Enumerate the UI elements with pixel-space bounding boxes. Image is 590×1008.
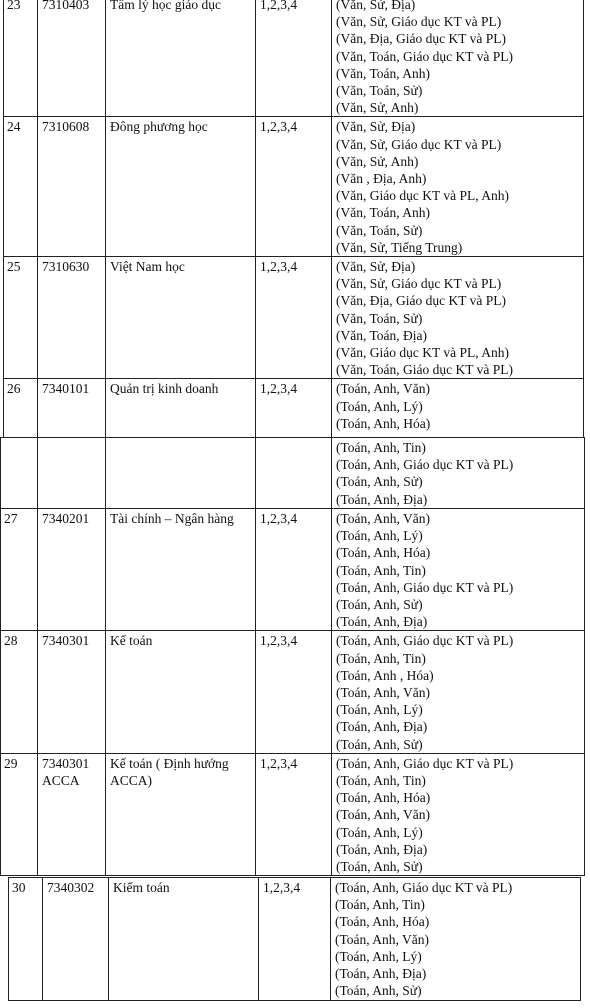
- row-number: 27: [4, 511, 18, 526]
- subject-combination: (Văn, Sử, Giáo dục KT và PL): [336, 14, 502, 30]
- subject-combination: (Văn, Toán, Giáo dục KT và PL): [336, 362, 514, 378]
- subject-combination: (Toán, Anh, Giáo dục KT và PL): [335, 880, 513, 895]
- subject-combination: (Toán, Anh, Lý): [335, 948, 422, 964]
- subject-combination: (Toán, Anh, Lý): [336, 398, 423, 414]
- options-cell: [256, 117, 332, 257]
- major-name-cell: [106, 257, 256, 379]
- options-cell: [256, 257, 332, 379]
- row-number: 29: [4, 755, 18, 771]
- options-cell: [256, 509, 332, 631]
- subject-combination: (Văn, Toán, Sử): [336, 83, 423, 99]
- subject-combination: (Văn , Địa, Anh): [336, 171, 427, 187]
- major-name-cell: [106, 117, 256, 257]
- subject-combination: (Văn, Giáo dục KT và PL, Anh): [336, 188, 509, 204]
- row-number: 28: [4, 633, 18, 649]
- row-number: 23: [7, 0, 21, 12]
- major-code-cell: [38, 257, 106, 379]
- subject-combination: (Toán, Anh, Tin): [336, 650, 426, 666]
- subject-combinations-cell: [331, 878, 581, 1001]
- subject-combination: (Toán, Anh, Tin): [336, 440, 426, 455]
- subject-combination: (Văn, Sử, Địa): [336, 0, 416, 12]
- admission-options: 1,2,3,4: [260, 755, 298, 771]
- major-name: Kế toán ( Định hướng ACCA): [110, 755, 229, 789]
- options-cell: [256, 631, 332, 753]
- row-number: 25: [7, 259, 21, 275]
- major-name: Tài chính – Ngân hàng: [110, 511, 234, 526]
- subject-combination: (Văn, Toán, Sử): [336, 222, 423, 238]
- subject-combination: (Văn, Sử, Giáo dục KT và PL): [336, 276, 502, 292]
- subject-combination: (Toán, Anh, Lý): [336, 702, 423, 718]
- major-code: 7310630: [42, 259, 90, 275]
- options-cell: [256, 753, 332, 875]
- major-name: Kế toán: [110, 633, 153, 649]
- admission-options: 1,2,3,4: [260, 0, 298, 12]
- major-code: 7310608: [42, 119, 90, 135]
- major-code-cell: [38, 509, 106, 631]
- row-number: 24: [7, 119, 21, 135]
- major-name: Đông phương học: [110, 119, 208, 135]
- major-code: 7340301: [42, 755, 90, 771]
- major-name-cell: [106, 509, 256, 631]
- subject-combination: (Toán, Anh, Địa): [336, 841, 428, 857]
- admission-table-segment: [8, 877, 581, 1001]
- admission-options: 1,2,3,4: [260, 381, 298, 397]
- admission-table-segment: [0, 437, 585, 876]
- subject-combinations-cell: [332, 631, 585, 753]
- major-code: 7340301: [42, 633, 90, 649]
- subject-combination: (Văn, Toán, Anh): [336, 65, 431, 81]
- subject-combination: (Toán, Anh, Sử): [336, 597, 423, 613]
- major-code-cell: [38, 379, 106, 438]
- subject-combination: (Toán, Anh, Văn): [335, 931, 430, 947]
- row-number-cell: [1, 438, 38, 509]
- subject-combination: (Toán, Anh, Giáo dục KT và PL): [336, 579, 514, 595]
- major-name-cell: [106, 0, 256, 117]
- major-code: ACCA: [42, 773, 80, 789]
- subject-combination: (Toán, Anh, Văn): [336, 511, 431, 526]
- major-code: 7340101: [42, 381, 90, 397]
- row-number: 26: [7, 381, 21, 397]
- major-code-cell: [38, 0, 106, 117]
- options-cell: [256, 0, 332, 117]
- subject-combination: (Văn, Toán, Sử): [336, 310, 423, 326]
- subject-combination: (Toán, Anh, Sử): [336, 736, 423, 752]
- major-code: 7340302: [47, 880, 95, 895]
- major-code-cell: [43, 878, 109, 1001]
- subject-combination: (Văn, Địa, Giáo dục KT và PL): [336, 31, 506, 47]
- row-number-cell: [4, 379, 38, 438]
- subject-combination: (Toán, Anh , Hóa): [336, 667, 434, 683]
- major-code: 7340201: [42, 511, 90, 526]
- subject-combination: (Toán, Anh, Địa): [335, 966, 427, 982]
- subject-combination: (Văn, Toán, Anh): [336, 205, 431, 221]
- admission-options: 1,2,3,4: [260, 633, 298, 649]
- options-cell: [256, 438, 332, 509]
- subject-combination: (Toán, Anh, Tin): [336, 773, 426, 789]
- subject-combination: (Toán, Anh, Lý): [336, 528, 423, 544]
- table-row: [4, 257, 584, 379]
- subject-combination: (Toán, Anh, Sử): [336, 859, 423, 875]
- major-code-cell: [38, 753, 106, 875]
- subject-combination: (Toán, Anh, Địa): [336, 719, 428, 735]
- row-number: 30: [12, 880, 26, 895]
- table-row: [4, 379, 584, 438]
- table-row: [1, 631, 585, 753]
- admission-options: 1,2,3,4: [260, 259, 298, 275]
- subject-combinations-cell: [332, 509, 585, 631]
- subject-combination: (Toán, Anh, Văn): [336, 381, 431, 397]
- row-number-cell: [1, 753, 38, 875]
- admission-options: 1,2,3,4: [260, 511, 298, 526]
- subject-combinations-cell: [332, 753, 585, 875]
- subject-combination: (Toán, Anh, Địa): [336, 614, 428, 630]
- subject-combination: (Toán, Anh, Địa): [336, 491, 428, 507]
- subject-combination: (Văn, Giáo dục KT và PL, Anh): [336, 345, 509, 361]
- major-code: 7310403: [42, 0, 90, 12]
- subject-combinations-cell: [332, 379, 584, 438]
- table-row: [1, 753, 585, 875]
- subject-combination: (Toán, Anh, Sử): [336, 474, 423, 490]
- table-row: [4, 117, 584, 257]
- subject-combinations-cell: [332, 257, 584, 379]
- table-row: [9, 878, 581, 1001]
- row-number-cell: [4, 117, 38, 257]
- subject-combination: (Toán, Anh, Giáo dục KT và PL): [336, 755, 514, 771]
- major-name-cell: [106, 631, 256, 753]
- subject-combination: (Văn, Sử, Giáo dục KT và PL): [336, 136, 502, 152]
- major-name-cell: [106, 438, 256, 509]
- major-name: Quản trị kinh doanh: [110, 381, 219, 397]
- major-name: Việt Nam học: [110, 259, 185, 275]
- admission-table-segment: [3, 0, 584, 438]
- subject-combinations-cell: [332, 117, 584, 257]
- major-name-cell: [106, 753, 256, 875]
- subject-combination: (Văn, Sử, Anh): [336, 153, 419, 169]
- admission-options: 1,2,3,4: [263, 880, 301, 895]
- options-cell: [256, 379, 332, 438]
- subject-combination: (Văn, Sử, Tiếng Trung): [336, 239, 463, 255]
- table-row: [4, 0, 584, 117]
- subject-combination: (Toán, Anh, Tin): [336, 562, 426, 578]
- subject-combination: (Toán, Anh, Văn): [336, 685, 431, 701]
- subject-combination: (Toán, Anh, Lý): [336, 824, 423, 840]
- subject-combinations-cell: [332, 0, 584, 117]
- admission-options: 1,2,3,4: [260, 119, 298, 135]
- subject-combination: (Văn, Toán, Địa): [336, 327, 428, 343]
- major-name: Tâm lý học giáo dục: [110, 0, 221, 12]
- subject-combination: (Toán, Anh, Sử): [335, 983, 422, 999]
- subject-combination: (Toán, Anh, Hóa): [335, 914, 430, 930]
- major-code-cell: [38, 117, 106, 257]
- subject-combination: (Toán, Anh, Hóa): [336, 545, 431, 561]
- row-number-cell: [1, 631, 38, 753]
- subject-combination: (Văn, Địa, Giáo dục KT và PL): [336, 293, 506, 309]
- row-number-cell: [4, 257, 38, 379]
- subject-combination: (Văn, Sử, Địa): [336, 119, 416, 135]
- subject-combination: (Toán, Anh, Hóa): [336, 790, 431, 806]
- table-row: [1, 438, 585, 509]
- subject-combination: (Toán, Anh, Giáo dục KT và PL): [336, 633, 514, 649]
- major-name-cell: [106, 379, 256, 438]
- major-code-cell: [38, 631, 106, 753]
- subject-combination: (Toán, Anh, Tin): [335, 897, 425, 913]
- subject-combination: (Toán, Anh, Giáo dục KT và PL): [336, 457, 514, 473]
- major-name-cell: [109, 878, 259, 1001]
- subject-combination: (Văn, Sử, Anh): [336, 100, 419, 116]
- row-number-cell: [9, 878, 43, 1001]
- major-code-cell: [38, 438, 106, 509]
- subject-combination: (Toán, Anh, Văn): [336, 807, 431, 823]
- subject-combinations-cell: [332, 438, 585, 509]
- row-number-cell: [1, 509, 38, 631]
- major-name: Kiểm toán: [113, 880, 170, 895]
- subject-combination: (Toán, Anh, Hóa): [336, 415, 431, 431]
- subject-combination: (Văn, Sử, Địa): [336, 259, 416, 275]
- table-row: [1, 509, 585, 631]
- options-cell: [259, 878, 331, 1001]
- row-number-cell: [4, 0, 38, 117]
- subject-combination: (Văn, Toán, Giáo dục KT và PL): [336, 48, 514, 64]
